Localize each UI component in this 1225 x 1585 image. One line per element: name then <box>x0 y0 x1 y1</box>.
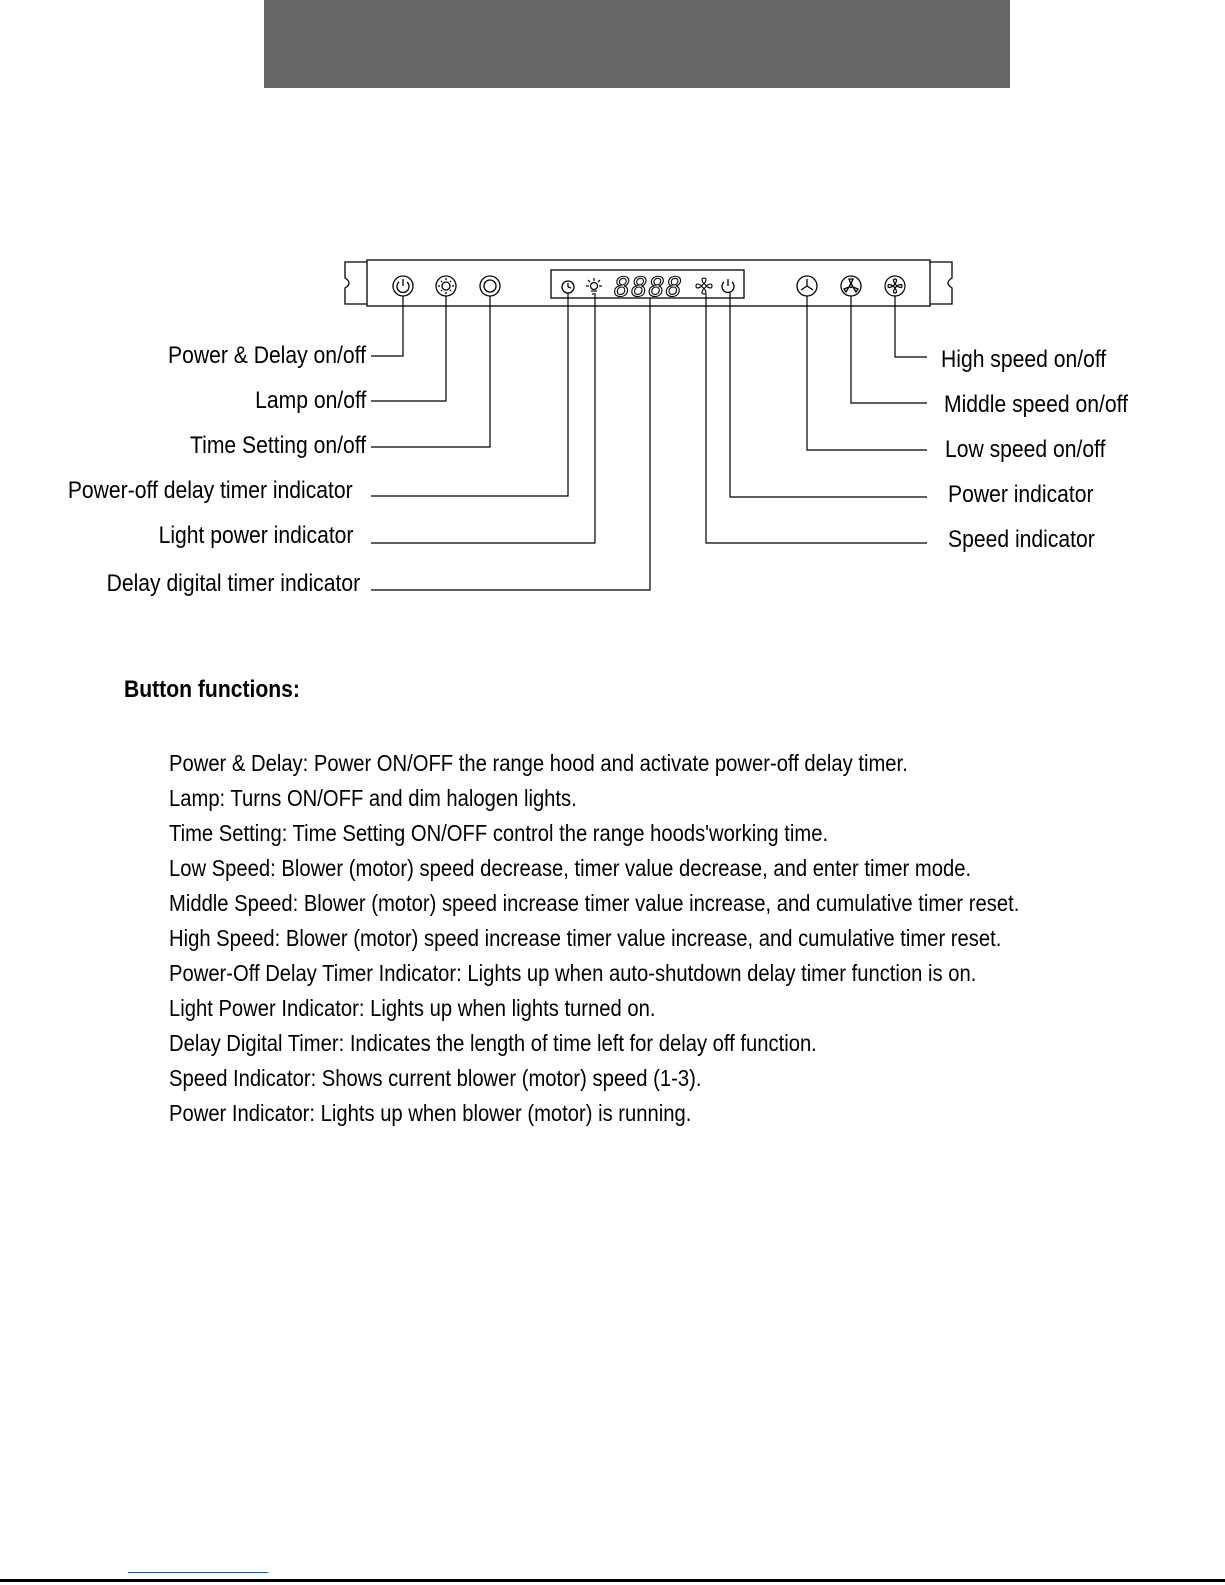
leader-time-setting <box>371 296 490 447</box>
leader-lines <box>371 293 927 590</box>
power-delay-button[interactable] <box>393 276 413 296</box>
function-item-time-setting: Time Setting: Time Setting ON/OFF control the range hoods'working time. <box>169 820 829 846</box>
function-item-digital-timer: Delay Digital Timer: Indicates the length of time left for delay off function. <box>169 1030 817 1056</box>
function-item-power-indicator: Power Indicator: Lights up when blower (motor) is running. <box>169 1100 692 1126</box>
fan-icon <box>696 278 712 294</box>
middle-speed-button[interactable] <box>841 276 861 296</box>
label-digital-timer: Delay digital timer indicator <box>106 570 360 597</box>
left-mount-tab <box>345 262 367 304</box>
label-power-indicator: Power indicator <box>948 481 1094 508</box>
light-power-indicator <box>586 278 602 294</box>
label-delay-indicator: Power-off delay timer indicator <box>68 477 353 504</box>
footer-link-underline <box>128 1572 268 1573</box>
function-item-high-speed: High Speed: Blower (motor) speed increase timer value increase, and cumulative timer reset. <box>169 925 1002 951</box>
fan-low-icon <box>801 279 813 290</box>
leader-light-indicator <box>371 295 595 543</box>
fan-middle-icon <box>844 279 858 292</box>
leader-power-delay <box>371 296 403 356</box>
leader-power-indicator <box>730 293 927 497</box>
leader-lamp <box>371 296 446 401</box>
leader-high-speed <box>895 296 927 357</box>
label-low-speed: Low speed on/off <box>945 436 1106 463</box>
footer-rule <box>0 1579 1225 1582</box>
label-speed-indicator: Speed indicator <box>948 526 1095 553</box>
high-speed-button[interactable] <box>885 276 905 296</box>
label-power-delay: Power & Delay on/off <box>167 342 366 369</box>
time-setting-button[interactable] <box>480 276 500 296</box>
lamp-icon <box>438 278 454 294</box>
leader-middle-speed <box>851 296 927 403</box>
function-item-middle-speed: Middle Speed: Blower (motor) speed increase timer value increase, and cumulative timer reset. <box>169 890 1020 916</box>
leader-delay-indicator <box>371 293 568 496</box>
speed-indicator <box>696 278 712 294</box>
leader-digital-timer <box>371 298 650 590</box>
function-item-speed-indicator: Speed Indicator: Shows current blower (motor) speed (1-3). <box>169 1065 702 1091</box>
button-functions-heading: Button functions: <box>124 676 300 703</box>
label-lamp: Lamp on/off <box>254 387 366 414</box>
function-item-low-speed: Low Speed: Blower (motor) speed decrease, timer value decrease, and enter timer mode. <box>169 855 972 881</box>
delay-timer-indicator <box>562 281 574 293</box>
fan-high-icon <box>888 279 902 293</box>
label-time-setting: Time Setting on/off <box>189 432 366 459</box>
right-mount-tab <box>930 262 952 304</box>
light-bulb-icon <box>586 278 602 294</box>
label-middle-speed: Middle speed on/off <box>944 391 1128 418</box>
power-indicator <box>722 279 734 292</box>
lamp-button[interactable] <box>436 276 456 296</box>
timer-ring-icon <box>484 280 496 292</box>
label-light-indicator: Light power indicator <box>158 522 353 549</box>
function-item-power-delay: Power & Delay: Power ON/OFF the range hood and activate power-off delay timer. <box>169 750 908 776</box>
leader-speed-indicator <box>706 294 927 543</box>
function-item-lamp: Lamp: Turns ON/OFF and dim halogen lights. <box>169 785 577 811</box>
function-item-light-indicator: Light Power Indicator: Lights up when lights turned on. <box>169 995 656 1021</box>
label-high-speed: High speed on/off <box>941 346 1107 373</box>
function-item-delay-indicator: Power-Off Delay Timer Indicator: Lights up when auto-shutdown delay timer function is on. <box>169 960 977 986</box>
control-panel-diagram <box>0 0 1225 620</box>
leader-low-speed <box>807 296 927 450</box>
digital-timer-display: 8888 <box>614 272 684 303</box>
low-speed-button[interactable] <box>797 276 817 296</box>
button-functions-list <box>169 746 1158 1131</box>
